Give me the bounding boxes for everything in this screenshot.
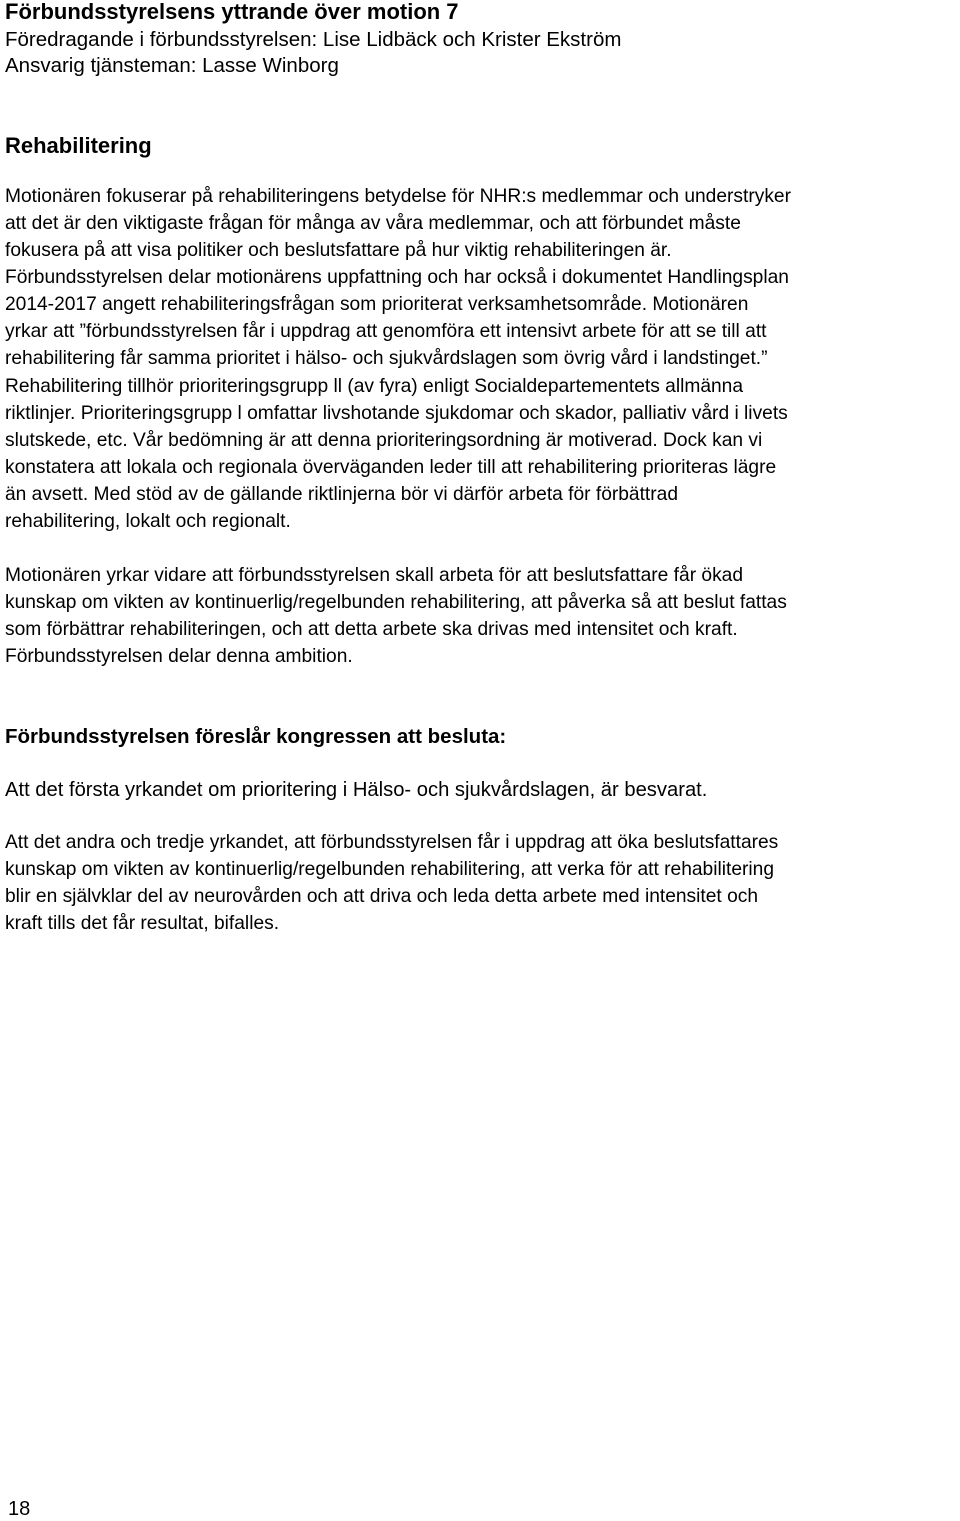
paragraph-line: kunskap om vikten av kontinuerlig/regelbunden rehabilitering, att verka för att rehabilitering [5, 859, 774, 880]
paragraph-line: som förbättrar rehabiliteringen, och att detta arbete ska drivas med intensitet och kraft. [5, 619, 738, 640]
paragraph-line: Motionären yrkar vidare att förbundsstyrelsen skall arbeta för att beslutsfattare får ökad [5, 565, 744, 586]
page-number: 18 [8, 1498, 31, 1520]
paragraph-line: kraft tills det får resultat, bifalles. [5, 913, 280, 934]
proposal-heading: Förbundsstyrelsen föreslår kongressen att besluta: [5, 725, 507, 748]
document-title: Förbundsstyrelsens yttrande över motion 7 [5, 0, 459, 24]
paragraph-line: Rehabilitering tillhör prioriteringsgrupp ll (av fyra) enligt Socialdepartementets allmänna [5, 376, 744, 397]
proposal-item-1: Att det första yrkandet om prioritering i Hälso- och sjukvårdslagen, är besvarat. [5, 779, 708, 801]
presenters-line: Föredragande i förbundsstyrelsen: Lise Lidbäck och Krister Ekström [5, 28, 622, 51]
responsible-line: Ansvarig tjänsteman: Lasse Winborg [5, 54, 339, 77]
paragraph-line: konstatera att lokala och regionala överväganden leder till att rehabilitering prioriteras lägre [5, 457, 777, 478]
paragraph-line: Motionären fokuserar på rehabiliteringens betydelse för NHR:s medlemmar och understryker [5, 186, 791, 207]
paragraph-line: rehabilitering får samma prioritet i hälso- och sjukvårdslagen som övrig vård i landstinget.” [5, 348, 768, 369]
paragraph-line: fokusera på att visa politiker och beslutsfattare på hur viktig rehabiliteringen är. [5, 240, 672, 261]
paragraph-line: blir en självklar del av neurovården och att driva och leda detta arbete med intensitet och [5, 886, 759, 907]
paragraph-line: kunskap om vikten av kontinuerlig/regelbunden rehabilitering, att påverka så att beslut fattas [5, 592, 787, 613]
paragraph-line: 2014-2017 angett rehabiliteringsfrågan som prioriterat verksamhetsområde. Motionären [5, 294, 749, 315]
paragraph-line: yrkar att ”förbundsstyrelsen får i uppdrag att genomföra ett intensivt arbete för att se till att [5, 321, 767, 342]
paragraph-line: Förbundsstyrelsen delar denna ambition. [5, 646, 353, 667]
paragraph-line: riktlinjer. Prioriteringsgrupp l omfattar livshotande sjukdomar och skador, palliativ vård i livets [5, 403, 788, 424]
section-heading: Rehabilitering [5, 133, 152, 158]
paragraph-line: slutskede, etc. Vår bedömning är att denna prioriteringsordning är motiverad. Dock kan vi [5, 430, 763, 451]
paragraph-line: Att det andra och tredje yrkandet, att förbundsstyrelsen får i uppdrag att öka beslutsfattares [5, 832, 779, 853]
paragraph-line: Förbundsstyrelsen delar motionärens uppfattning och har också i dokumentet Handlingsplan [5, 267, 789, 288]
paragraph-line: rehabilitering, lokalt och regionalt. [5, 511, 291, 532]
paragraph-line: än avsett. Med stöd av de gällande riktlinjerna bör vi därför arbeta för förbättrad [5, 484, 678, 505]
paragraph-line: att det är den viktigaste frågan för många av våra medlemmar, och att förbundet måste [5, 213, 741, 234]
